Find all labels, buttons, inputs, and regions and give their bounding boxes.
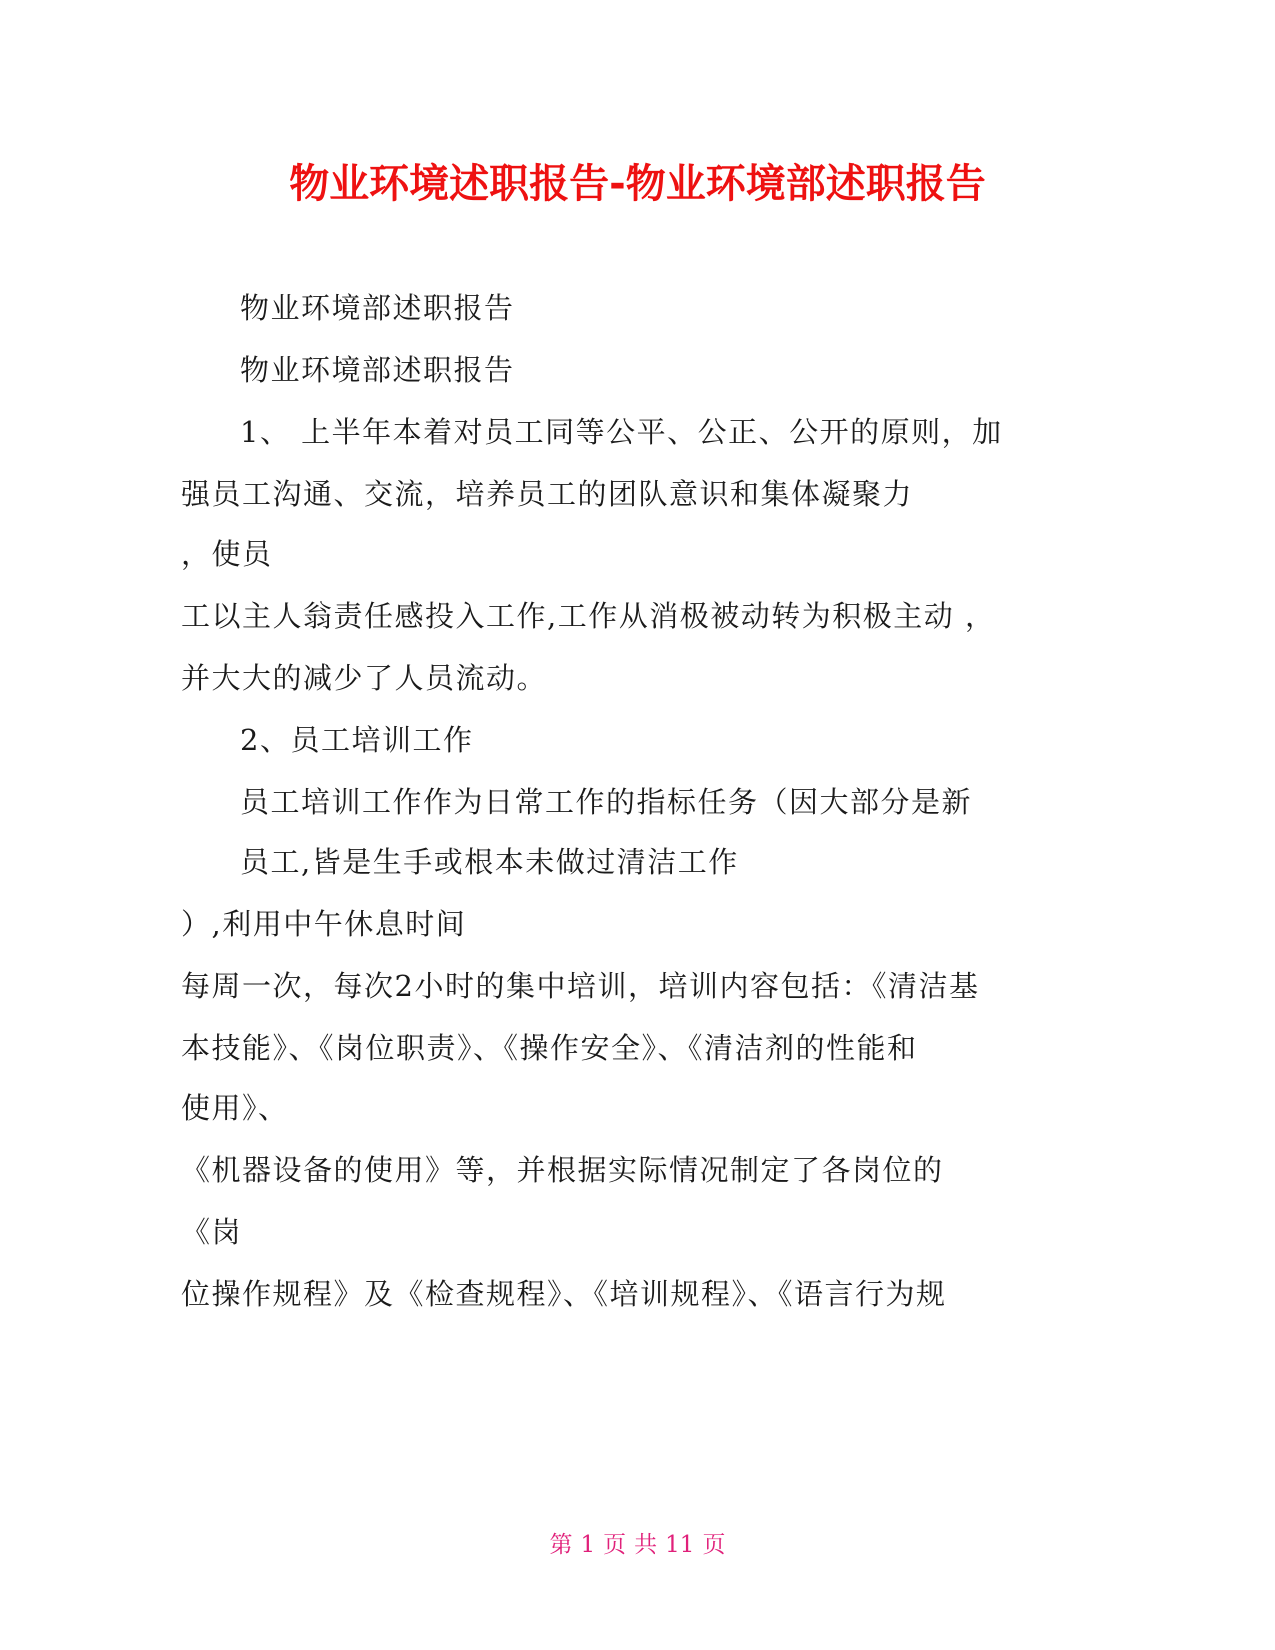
page-number: 1 — [580, 1532, 596, 1558]
body-line: ，使员 — [181, 537, 273, 571]
total-pages: 11 — [665, 1532, 695, 1558]
total-label: 共 — [634, 1532, 658, 1558]
body-line: 员工,皆是生手或根本未做过清洁工作 — [240, 845, 739, 879]
body-line: 每周一次，每次2小时的集中培训，培训内容包括：《清洁基 — [181, 969, 980, 1003]
document-title: 物业环境述职报告-物业环境部述职报告 — [289, 161, 986, 207]
body-line: 1、 上半年本着对员工同等公平、公正、公开的原则，加 — [240, 415, 1003, 449]
body-line: 物业环境部述职报告 — [240, 353, 515, 387]
body-line: 物业环境部述职报告 — [240, 291, 515, 325]
body-line: ）,利用中午休息时间 — [181, 907, 467, 941]
body-line: 工以主人翁责任感投入工作,工作从消极被动转为积极主动 ， — [181, 599, 996, 633]
body-line: 并大大的减少了人员流动。 — [181, 661, 548, 695]
body-line: 本技能》、《岗位职责》、《操作安全》、《清洁剂的性能和 — [181, 1031, 918, 1065]
total-unit: 页 — [702, 1532, 726, 1558]
body-line: 强员工沟通、交流，培养员工的团队意识和集体凝聚力 — [181, 477, 914, 511]
body-line: 使用》、 — [181, 1091, 289, 1125]
body-line: 《岗 — [181, 1215, 243, 1249]
body-line: 2、员工培训工作 — [240, 723, 474, 757]
body-line: 员工培训工作作为日常工作的指标任务（因大部分是新 — [240, 785, 973, 819]
page-label: 第 — [549, 1532, 573, 1558]
body-line: 《机器设备的使用》等，并根据实际情况制定了各岗位的 — [181, 1153, 944, 1187]
body-line: 位操作规程》及《检查规程》、《培训规程》、《语言行为规 — [181, 1277, 947, 1311]
page-footer — [0, 1530, 1275, 1560]
page-unit: 页 — [603, 1532, 627, 1558]
